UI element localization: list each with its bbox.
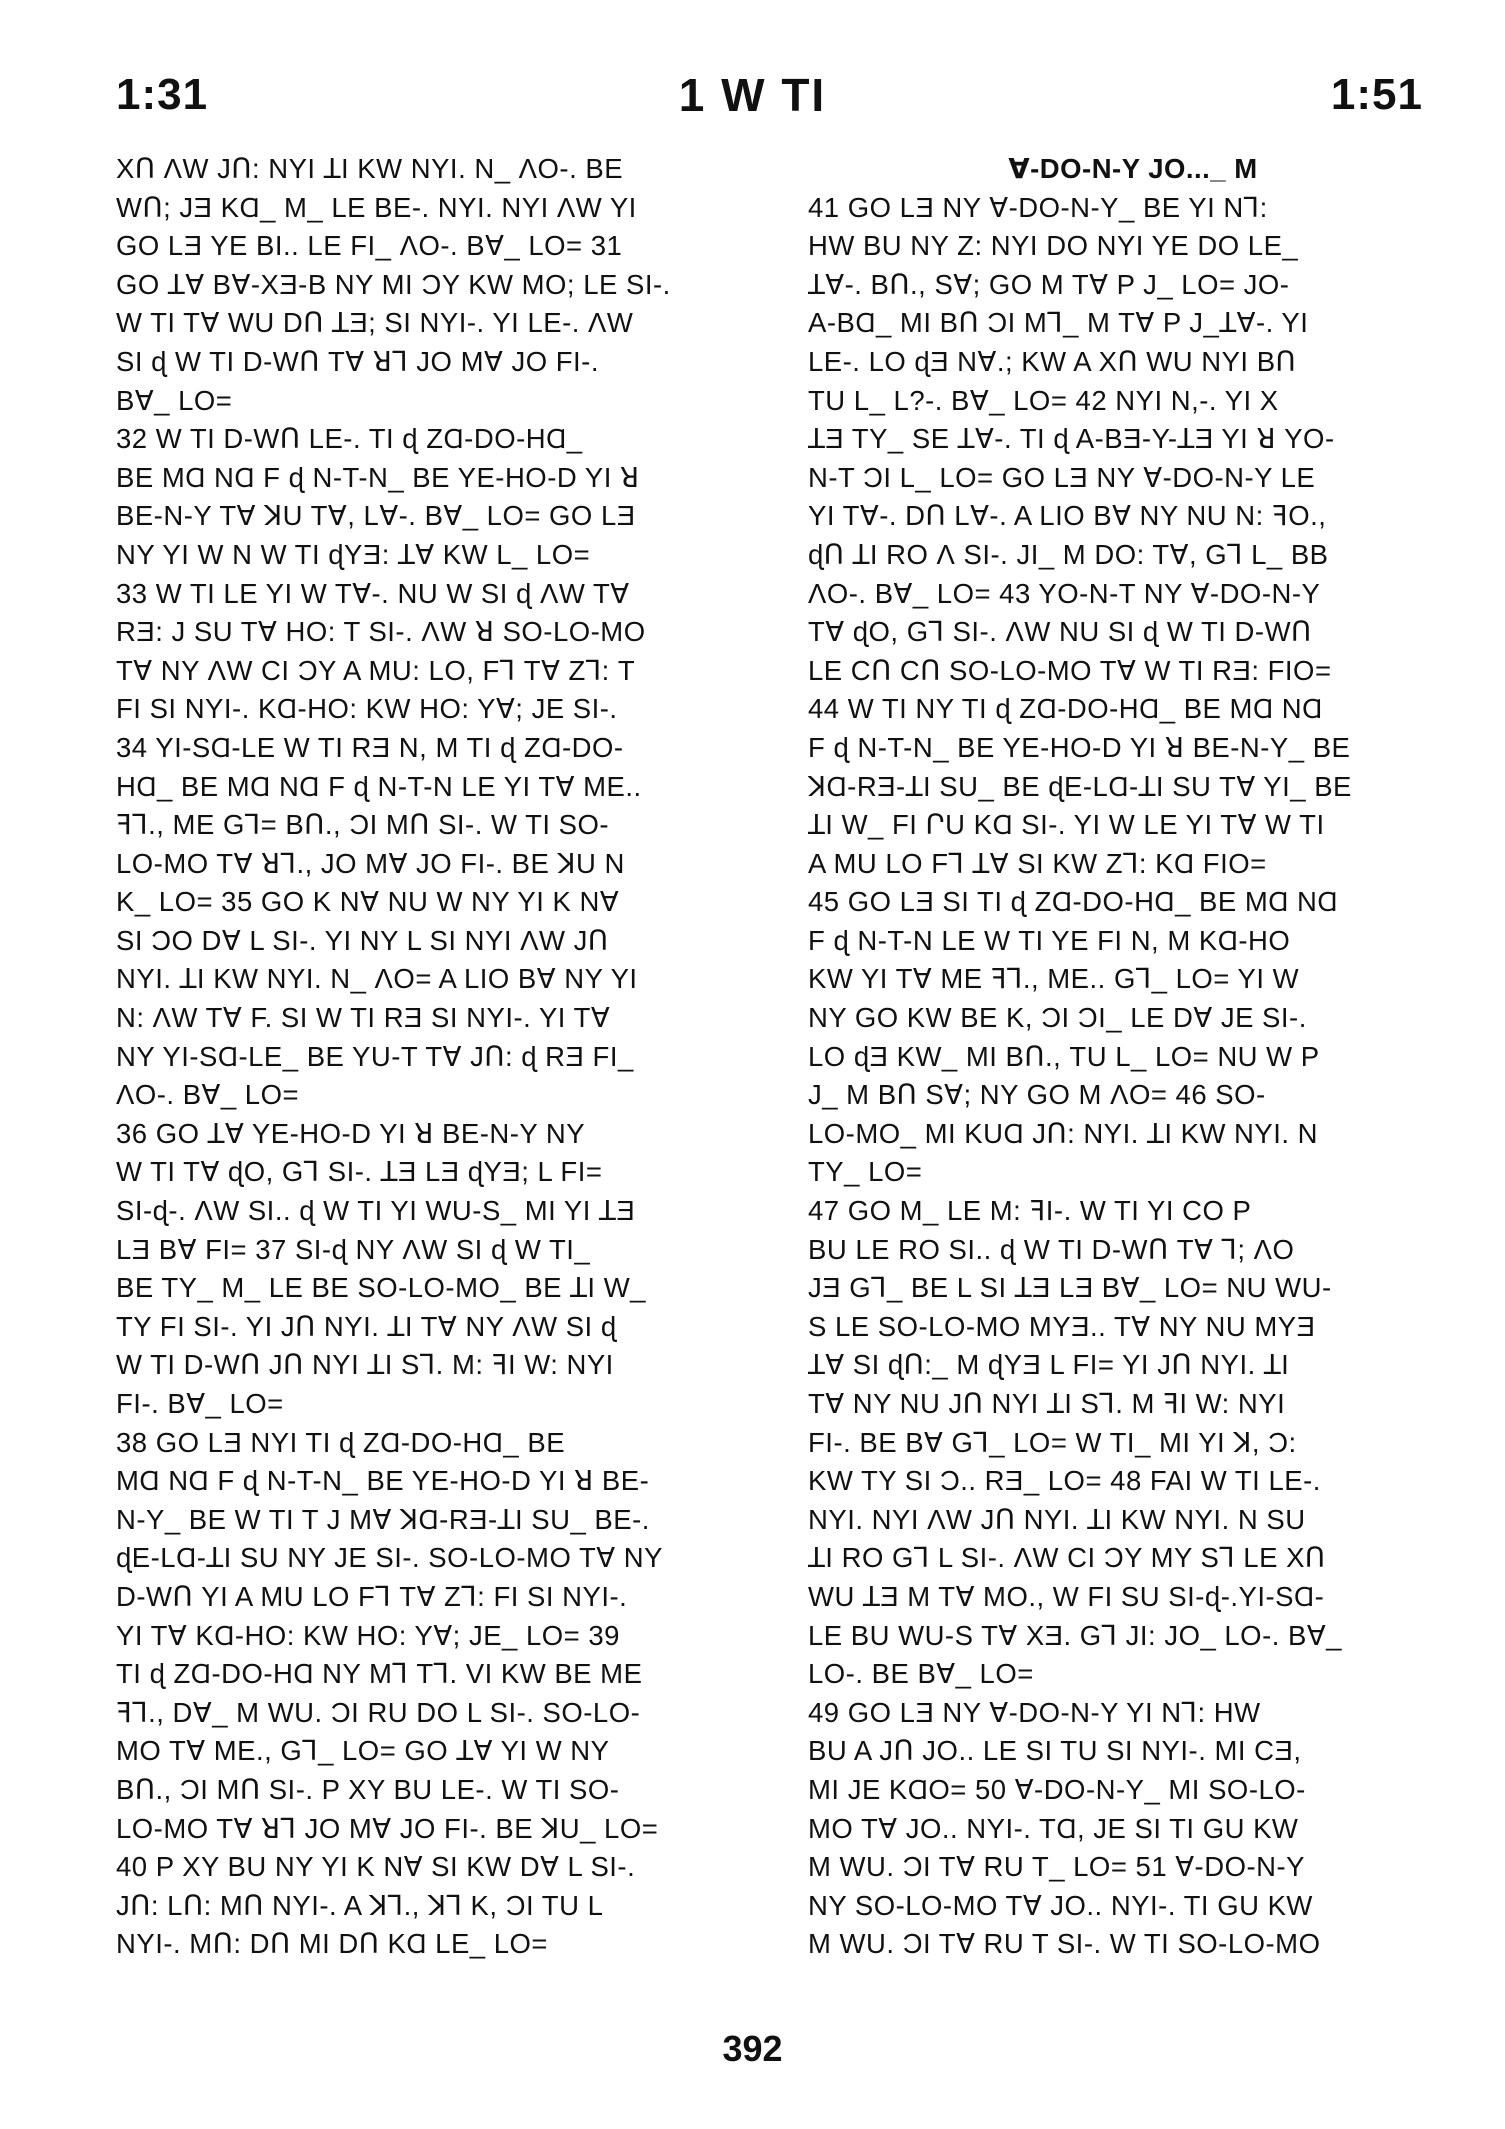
text-line: GO LƎ YE BI.. LE FI_ ɅO-. BⱯ_ LO= 31 bbox=[116, 230, 623, 262]
text-line: F ɖ N-T-N LE W TI YE FI N, M KⱭ-HO bbox=[808, 924, 1291, 956]
text-line: TⱯ NY ɅW CI ƆY A MU: LO, Fꓶ TⱯ Zꓶ: T bbox=[116, 654, 636, 686]
text-line: BE-N-Y TⱯ ꓘU TⱯ, LⱯ-. BⱯ_ LO= GO LƎ bbox=[116, 500, 636, 532]
header-book-title: 1 W TI bbox=[678, 69, 827, 121]
text-line: 36 GO ꓕⱯ YE-HO-D YI ꓤ BE-N-Y NY bbox=[116, 1117, 586, 1149]
text-line: 45 GO LƎ SI TI ɖ ZⱭ-DO-HⱭ_ BE MⱭ NⱭ bbox=[808, 886, 1339, 918]
text-line: BՈ., ƆI MՈ SI-. P XY BU LE-. W TI SO- bbox=[116, 1773, 620, 1805]
text-line: LO-MO_ MI KUⱭ JՈ: NYI. ꓕI KW NYI. N bbox=[808, 1117, 1319, 1149]
header-right-reference: 1:51 bbox=[1330, 70, 1423, 119]
text-line: ꓕI RO Gꓶ L SI-. ɅW CI ƆY MY Sꓶ LE XՈ bbox=[808, 1542, 1326, 1574]
text-line: ꟻꓶ., DⱯ_ M WU. ƆI RU DO L SI-. SO-LO- bbox=[116, 1696, 641, 1728]
text-line: 34 YI-SⱭ-LE W TI RƎ N, M TI ɖ ZⱭ-DO- bbox=[116, 731, 624, 763]
text-line: TⱯ ɖO, Gꓶ SI-. ɅW NU SI ɖ W TI D-WՈ bbox=[808, 616, 1312, 648]
text-line: TY_ LO= bbox=[808, 1156, 923, 1188]
text-line: SI ƆO DⱯ L SI-. YI NY L SI NYI ɅW JՈ bbox=[116, 924, 609, 956]
text-line: NY SO-LO-MO TⱯ JO.. NYI-. TI GU KW bbox=[808, 1889, 1313, 1921]
text-line: W TI D-WՈ JՈ NYI ꓕI Sꓶ. M: ꟻI W: NYI bbox=[116, 1349, 614, 1381]
section-heading: Ɐ-DO-N-Y JO..._ M bbox=[1008, 153, 1258, 184]
text-line: NY YI-SⱭ-LE_ BE YU-T TⱯ JՈ: ɖ RƎ FI_ bbox=[116, 1040, 634, 1072]
text-line: JՈ: LՈ: MՈ NYI-. A ꓘꓶ., ꓘꓶ K, ƆI TU L bbox=[116, 1889, 604, 1921]
text-line: NYI. ꓕI KW NYI. N_ ɅO= A LIO BⱯ NY YI bbox=[116, 963, 638, 995]
text-line: MO TⱯ JO.. NYI-. TⱭ, JE SI TI GU KW bbox=[808, 1812, 1299, 1844]
right-text-column bbox=[808, 150, 1458, 1964]
text-line: NY GO KW BE K, ƆI ƆI_ LE DⱯ JE SI-. bbox=[808, 1002, 1307, 1034]
text-line: 44 W TI NY TI ɖ ZⱭ-DO-HⱭ_ BE MⱭ NⱭ bbox=[808, 693, 1323, 725]
text-line: ꓘⱭ-RƎ-ꓕI SU_ BE ɖE-LⱭ-ꓕI SU TⱯ YI_ BE bbox=[808, 770, 1352, 802]
left-text-column bbox=[116, 150, 766, 1964]
text-line: TU L_ L?-. BⱯ_ LO= 42 NYI N,-. YI X bbox=[808, 384, 1279, 416]
text-line: FI-. BⱯ_ LO= bbox=[116, 1388, 284, 1419]
text-line: N-Y_ BE W TI T J MⱯ ꓘⱭ-RƎ-ꓕI SU_ BE-. bbox=[116, 1503, 650, 1535]
text-line: TⱯ NY NU JՈ NYI ꓕI Sꓶ. M ꟻI W: NYI bbox=[808, 1388, 1286, 1419]
text-line: KW YI TⱯ ME ꟻꓶ., ME.. Gꓶ_ LO= YI W bbox=[808, 963, 1300, 995]
text-line: ꓕI W_ FI ՐU KⱭ SI-. YI W LE YI TⱯ W TI bbox=[808, 809, 1325, 841]
text-line: BE MⱭ NⱭ F ɖ N-T-N_ BE YE-HO-D YI ꓤ bbox=[116, 461, 640, 493]
text-line: LE CՈ CՈ SO-LO-MO TⱯ W TI RƎ: FIO= bbox=[808, 654, 1332, 686]
text-line: SI-ɖ-. ɅW SI.. ɖ W TI YI WU-S_ MI YI ꓕƎ bbox=[116, 1195, 636, 1227]
text-line: HⱭ_ BE MⱭ NⱭ F ɖ N-T-N LE YI TⱯ ME.. bbox=[116, 770, 642, 802]
text-line: LO-MO TⱯ ꓤꓶ JO MⱯ JO FI-. BE ꓘU_ LO= bbox=[116, 1812, 659, 1844]
text-line: 49 GO LƎ NY Ɐ-DO-N-Y YI Nꓶ: HW bbox=[808, 1696, 1261, 1728]
text-line: D-WՈ YI A MU LO Fꓶ TⱯ Zꓶ: FI SI NYI-. bbox=[116, 1580, 628, 1612]
header-left-reference: 1:31 bbox=[116, 70, 209, 119]
page-number: 392 bbox=[722, 2028, 783, 2069]
text-line: BⱯ_ LO= bbox=[116, 384, 233, 416]
text-line: FI SI NYI-. KⱭ-HO: KW HO: YⱯ; JE SI-. bbox=[116, 693, 618, 725]
text-line: W TI TⱯ ɖO, Gꓶ SI-. ꓕƎ LƎ ɖYƎ; L FI= bbox=[116, 1156, 603, 1188]
text-line: ɖE-LⱭ-ꓕI SU NY JE SI-. SO-LO-MO TⱯ NY bbox=[116, 1542, 663, 1574]
text-line: M WU. ƆI TⱯ RU T SI-. W TI SO-LO-MO bbox=[808, 1928, 1321, 1960]
text-line: YI TⱯ-. DՈ LⱯ-. A LIO BⱯ NY NU N: ꟻO., bbox=[808, 500, 1327, 532]
text-line: ꓕⱯ-. BՈ., SⱯ; GO M TⱯ P J_ LO= JO- bbox=[808, 268, 1290, 300]
text-line: BU LE RO SI.. ɖ W TI D-WՈ TⱯ ꓶ; ɅO bbox=[808, 1233, 1295, 1265]
text-line: WՈ; JƎ KⱭ_ M_ LE BE-. NYI. NYI ɅW YI bbox=[116, 191, 637, 223]
text-line: 40 P XY BU NY YI K NⱯ SI KW DⱯ L SI-. bbox=[116, 1851, 636, 1883]
text-line: ꓕⱯ SI ɖՈ:_ M ɖYƎ L FI= YI JՈ NYI. ꓕI bbox=[808, 1349, 1290, 1381]
text-line: GO ꓕⱯ BⱯ-XƎ-B NY MI ƆY KW MO; LE SI-. bbox=[116, 268, 671, 300]
text-line: ꟻꓶ., ME Gꓶ= BՈ., ƆI MՈ SI-. W TI SO- bbox=[116, 809, 610, 841]
text-line: NYI. NYI ɅW JՈ NYI. ꓕI KW NYI. N SU bbox=[808, 1503, 1306, 1535]
text-line: JƎ Gꓶ_ BE L SI ꓕƎ LƎ BⱯ_ LO= NU WU- bbox=[808, 1272, 1332, 1304]
text-line: YI TⱯ KⱭ-HO: KW HO: YⱯ; JE_ LO= 39 bbox=[116, 1619, 620, 1651]
text-line: A MU LO Fꓶ ꓕⱯ SI KW Zꓶ: KⱭ FIO= bbox=[808, 847, 1267, 879]
text-line: MO TⱯ ME., Gꓶ_ LO= GO ꓕⱯ YI W NY bbox=[116, 1735, 610, 1767]
text-line: 38 GO LƎ NYI TI ɖ ZⱭ-DO-HⱭ_ BE bbox=[116, 1426, 566, 1458]
text-line: 47 GO M_ LE M: ꟻI-. W TI YI CO P bbox=[808, 1195, 1252, 1227]
text-line: RƎ: J SU TⱯ HO: T SI-. ɅW ꓤ SO-LO-MO bbox=[116, 616, 646, 648]
text-line: FI-. BE BⱯ Gꓶ_ LO= W TI_ MI YI ꓘ, Ɔ: bbox=[808, 1426, 1297, 1458]
text-line: 33 W TI LE YI W TⱯ-. NU W SI ɖ ɅW TⱯ bbox=[116, 577, 630, 609]
page-header bbox=[0, 62, 1505, 132]
text-line: BU A JՈ JO.. LE SI TU SI NYI-. MI CƎ, bbox=[808, 1735, 1302, 1767]
text-line: SI ɖ W TI D-WՈ TⱯ ꓤꓶ JO MⱯ JO FI-. bbox=[116, 345, 599, 377]
text-line: LO-MO TⱯ ꓤꓶ., JO MⱯ JO FI-. BE ꓘU N bbox=[116, 847, 625, 879]
text-line: ɅO-. BⱯ_ LO= 43 YO-N-T NY Ɐ-DO-N-Y bbox=[808, 577, 1321, 609]
text-line: J_ M BՈ SⱯ; NY GO M ɅO= 46 SO- bbox=[808, 1079, 1266, 1111]
text-line: BE TY_ M_ LE BE SO-LO-MO_ BE ꓕI W_ bbox=[116, 1272, 646, 1304]
text-line: HW BU NY Z: NYI DO NYI YE DO LE_ bbox=[808, 230, 1299, 262]
text-line: S LE SO-LO-MO MYƎ.. TⱯ NY NU MYƎ bbox=[808, 1310, 1316, 1342]
text-line: ɅO-. BⱯ_ LO= bbox=[116, 1079, 300, 1111]
text-line: ɖՈ ꓕI RO Ʌ SI-. JI_ M DO: TⱯ, Gꓶ L_ BB bbox=[808, 538, 1329, 570]
text-line: 32 W TI D-WՈ LE-. TI ɖ ZⱭ-DO-HⱭ_ bbox=[116, 423, 583, 455]
text-line: TI ɖ ZⱭ-DO-HⱭ NY Mꓶ Tꓶ. VI KW BE ME bbox=[116, 1658, 643, 1690]
text-line: LO-. BE BⱯ_ LO= bbox=[808, 1658, 1034, 1690]
text-line: MⱭ NⱭ F ɖ N-T-N_ BE YE-HO-D YI ꓤ BE- bbox=[116, 1465, 650, 1497]
text-line: NY YI W N W TI ɖYƎ: ꓕⱯ KW L_ LO= bbox=[116, 538, 591, 570]
text-line: XՈ ɅW JՈ: NYI ꓕI KW NYI. N_ ɅO-. BE bbox=[116, 153, 624, 184]
text-line: N: ɅW TⱯ F. SI W TI RƎ SI NYI-. YI TⱯ bbox=[116, 1002, 611, 1034]
text-line: 41 GO LƎ NY Ɐ-DO-N-Y_ BE YI Nꓶ: bbox=[808, 191, 1268, 223]
text-line: LO ɖƎ KW_ MI BՈ., TU L_ LO= NU W P bbox=[808, 1040, 1320, 1072]
text-line: ꓕƎ TY_ SE ꓕⱯ-. TI ɖ A-BƎ-Y-ꓕƎ YI ꓤ YO- bbox=[808, 423, 1335, 455]
text-line: LE BU WU-S TⱯ XƎ. Gꓶ JI: JO_ LO-. BⱯ_ bbox=[808, 1619, 1342, 1651]
text-line: M WU. ƆI TⱯ RU T_ LO= 51 Ɐ-DO-N-Y bbox=[808, 1851, 1305, 1883]
text-line: KW TY SI Ɔ.. RƎ_ LO= 48 FAI W TI LE-. bbox=[808, 1465, 1321, 1497]
text-line: N-T ƆI L_ LO= GO LƎ NY Ɐ-DO-N-Y LE bbox=[808, 461, 1316, 493]
text-line: A-BⱭ_ MI BՈ ƆI Mꓶ_ M TⱯ P J_ꓕⱯ-. YI bbox=[808, 307, 1309, 339]
text-line: LƎ BⱯ FI= 37 SI-ɖ NY ɅW SI ɖ W TI_ bbox=[116, 1233, 591, 1265]
text-line: K_ LO= 35 GO K NⱯ NU W NY YI K NⱯ bbox=[116, 886, 620, 918]
text-line: MI JE KⱭO= 50 Ɐ-DO-N-Y_ MI SO-LO- bbox=[808, 1773, 1306, 1805]
text-line: TY FI SI-. YI JՈ NYI. ꓕI TⱯ NY ɅW SI ɖ bbox=[116, 1310, 617, 1342]
text-line: F ɖ N-T-N_ BE YE-HO-D YI ꓤ BE-N-Y_ BE bbox=[808, 731, 1351, 763]
text-line: W TI TⱯ WU DՈ ꓕƎ; SI NYI-. YI LE-. ɅW bbox=[116, 307, 634, 339]
text-line: LE-. LO ɖƎ NⱯ.; KW A XՈ WU NYI BՈ bbox=[808, 345, 1297, 377]
text-line: WU ꓕƎ M TⱯ MO., W FI SU SI-ɖ-.YI-SⱭ- bbox=[808, 1580, 1325, 1612]
text-line: NYI-. MՈ: DՈ MI DՈ KⱭ LE_ LO= bbox=[116, 1928, 548, 1960]
